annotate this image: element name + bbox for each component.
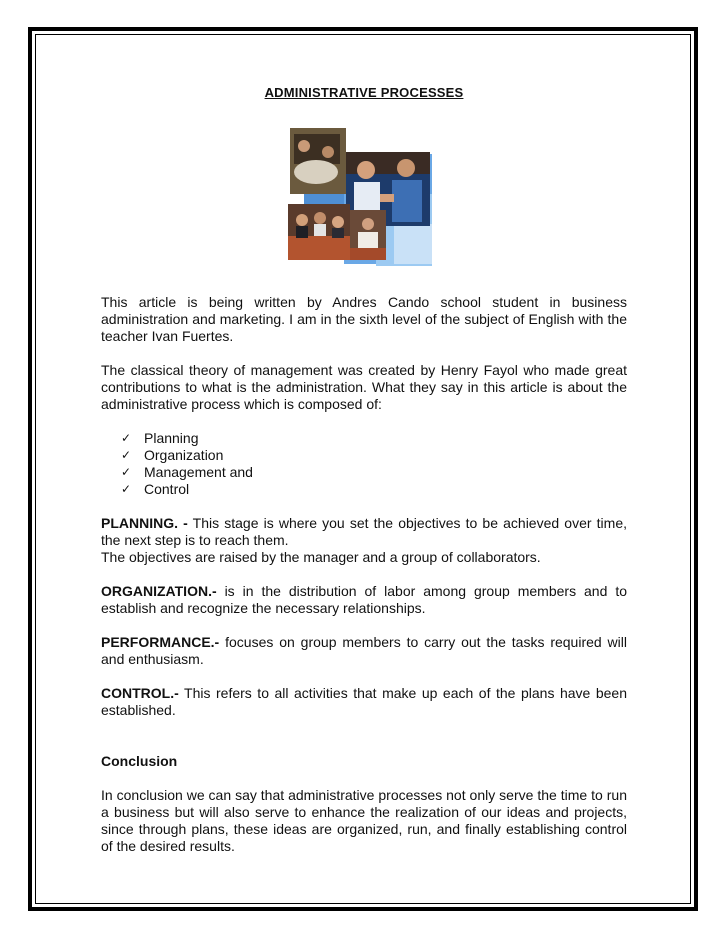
checkmark-icon: ✓ xyxy=(121,448,132,462)
classical-theory-paragraph: The classical theory of management was created by Henry Fayol who made great contributions to what is the administration. What they say in this article is about the administrative process which is composed of: xyxy=(101,362,627,412)
organization-text: is in the distribution of labor among group members and to establish and recognize the necessary relationships. xyxy=(101,583,627,616)
performance-text: focuses on group members to carry out the tasks required will and enthusiasm. xyxy=(101,634,627,667)
intro-paragraph: This article is being written by Andres Cando school student in business administration and marketing. I am in the sixth level of the subject of English with the teacher Ivan Fuertes. xyxy=(101,294,627,344)
checklist-item xyxy=(121,464,627,481)
process-checklist xyxy=(101,430,627,498)
control-text: This refers to all activities that make up each of the plans have been established. xyxy=(101,685,627,718)
checkmark-icon: ✓ xyxy=(121,482,132,496)
checkmark-icon: ✓ xyxy=(121,465,132,479)
planning-paragraph xyxy=(101,515,627,549)
control-term: CONTROL.- xyxy=(101,685,179,701)
document-body xyxy=(101,294,627,855)
checklist-item xyxy=(121,430,627,447)
checklist-item-label: Organization xyxy=(144,447,224,463)
conclusion-paragraph: In conclusion we can say that administrative processes not only serve the time to run a business but will also serve to enhance the realization of our ideas and projects, since through plans, these ideas are organized, run, and finally establishing control of the desired results. xyxy=(101,787,627,854)
organization-term: ORGANIZATION.- xyxy=(101,583,217,599)
checklist-item xyxy=(121,481,627,498)
checklist-item-label: Control xyxy=(144,481,190,497)
business-meeting-photo-collage xyxy=(284,124,434,266)
organization-paragraph xyxy=(101,583,627,617)
control-paragraph xyxy=(101,685,627,719)
document-title: ADMINISTRATIVE PROCESSES xyxy=(264,85,464,100)
performance-paragraph xyxy=(101,634,627,668)
checklist-item-label: Management and xyxy=(144,464,253,480)
planning-paragraph-2: The objectives are raised by the manager and a group of collaborators. xyxy=(101,549,541,565)
planning-text: This stage is where you set the objectives to be achieved over time, the next step is to reach them. xyxy=(101,515,627,548)
performance-term: PERFORMANCE.- xyxy=(101,634,220,650)
checklist-item-label: Planning xyxy=(144,430,199,446)
checkmark-icon: ✓ xyxy=(121,431,132,445)
checklist-item xyxy=(121,447,627,464)
planning-term: PLANNING. - xyxy=(101,515,188,531)
conclusion-heading: Conclusion xyxy=(101,753,178,769)
